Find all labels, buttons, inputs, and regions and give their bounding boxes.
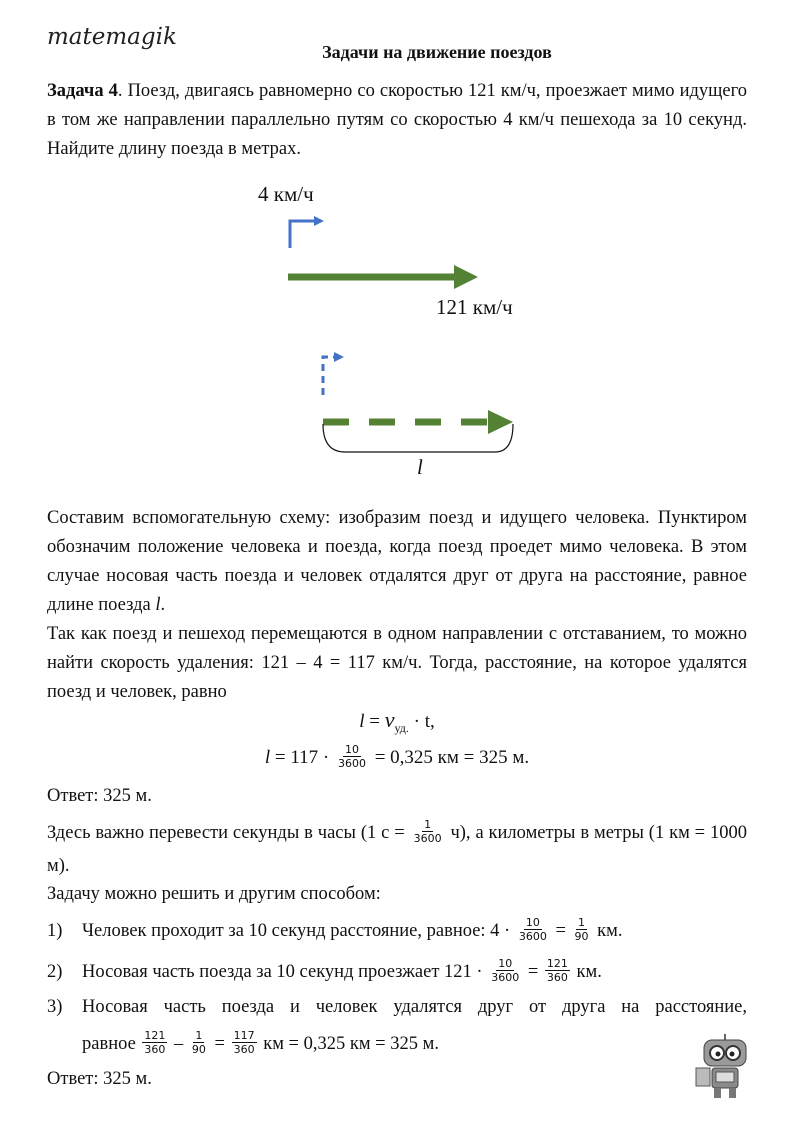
explanation-2: Так как поезд и пешеход перемещаются в одном направлении с отставанием, то можно найти скорость удаления: 121 – 4 = 117 км/ч. Тогда, расстояние, на которое удалятся поезд и человек, равно	[47, 624, 747, 702]
train-dashed-arrow	[323, 410, 513, 434]
step-3-continued	[82, 1030, 782, 1059]
numerator: 1	[578, 916, 586, 930]
train-arrow	[288, 265, 478, 289]
f2-post: = 0,325 км = 325 м.	[369, 746, 530, 768]
formula-2	[0, 745, 794, 772]
explanation-1	[47, 504, 747, 620]
denominator: 90	[191, 1043, 206, 1057]
fraction	[336, 743, 368, 770]
problem-text: . Поезд, двигаясь равномерно со скоростью 121 км/ч, проезжает мимо идущего в том же направлении параллельно путям со скоростью 4 км/ч пешехода за 10 секунд. Найдите длину поезда в метрах.	[47, 81, 748, 159]
f1-v: v	[384, 707, 395, 732]
numerator: 10	[525, 916, 540, 930]
period: .	[160, 595, 166, 615]
problem-label: Задача 4	[47, 81, 118, 101]
step-number: 3)	[47, 997, 63, 1017]
length-label: l	[417, 455, 423, 479]
f1-sub: уд.	[394, 720, 409, 735]
fraction	[517, 916, 549, 943]
minus: –	[169, 1034, 188, 1054]
eq: =	[523, 962, 543, 982]
robot-mascot-icon	[692, 1032, 758, 1100]
step-number: 1)	[47, 921, 63, 941]
motion-diagram	[0, 0, 794, 520]
numerator: 1	[195, 1029, 203, 1043]
note	[47, 817, 747, 883]
step-1	[47, 917, 747, 946]
step-text: Человек проходит за 10 секунд расстояние, равное: 4 ·	[82, 921, 515, 941]
length-var: l	[155, 595, 161, 615]
fraction	[489, 957, 521, 984]
alt-intro: Задачу можно решить и другим способом:	[47, 884, 381, 904]
pedestrian-speed-label: 4 км/ч	[258, 182, 314, 206]
fraction	[412, 818, 444, 845]
denominator: 360	[144, 1043, 166, 1057]
logo: matemagik	[47, 24, 177, 50]
unit: км.	[592, 921, 623, 941]
step-text: равное	[82, 1034, 141, 1054]
denominator: 3600	[337, 757, 366, 770]
fraction	[573, 916, 591, 943]
numerator: 1	[424, 818, 432, 832]
answer-2: Ответ: 325 м.	[47, 1069, 152, 1089]
fraction	[545, 957, 570, 984]
denominator: 360	[546, 971, 568, 985]
step-2	[47, 958, 747, 987]
answer-1: Ответ: 325 м.	[47, 786, 152, 806]
fraction	[142, 1029, 167, 1056]
note-pre: Здесь важно перевести секунды в часы (1 с =	[47, 823, 410, 843]
numerator: 117	[233, 1029, 255, 1043]
length-brace	[323, 424, 513, 452]
formula-1	[0, 707, 794, 736]
explanation-1-text: Составим вспомогательную схему: изобразим поезд и идущего человека. Пунктиром обозначим положение человека и поезда, когда поезд проедет мимо человека. В этом случае носовая часть поезда и человек отдалятся друг от друга на расстояние, равное длине поезда	[47, 508, 747, 615]
fraction	[232, 1029, 257, 1056]
note-post: ч), а километры в метры (1 км = 1000 м).	[47, 823, 747, 876]
denominator: 3600	[413, 832, 442, 846]
unit: км.	[571, 962, 602, 982]
numerator: 10	[344, 743, 359, 756]
f2-pre: = 117 ·	[270, 746, 334, 768]
pedestrian-arrow	[290, 216, 324, 248]
step-number: 2)	[47, 962, 63, 982]
denominator: 360	[233, 1043, 255, 1057]
step-result: км = 0,325 км = 325 м.	[258, 1034, 439, 1054]
numerator: 121	[144, 1029, 166, 1043]
f1-eq: =	[364, 711, 385, 732]
f1-l: l	[359, 711, 365, 732]
denominator: 3600	[491, 971, 520, 985]
numerator: 10	[498, 957, 513, 971]
pedestrian-dashed-arrow	[323, 352, 344, 395]
eq: =	[550, 921, 571, 941]
train-speed-label: 121 км/ч	[436, 295, 513, 319]
step-text: Носовая часть поезда за 10 секунд проезжает 121 ·	[82, 962, 488, 982]
title-text: Задачи на движение поездов	[322, 42, 552, 62]
eq: =	[209, 1034, 230, 1054]
denominator: 3600	[518, 930, 547, 944]
numerator: 121	[546, 957, 568, 971]
denominator: 90	[574, 930, 589, 944]
f1-rest: · t,	[408, 711, 435, 732]
f2-l: l	[264, 746, 271, 768]
step-3	[47, 993, 747, 1022]
fraction	[190, 1029, 208, 1056]
step-text: Носовая часть поезда и человек удалятся друг от друга на расстояние,	[82, 997, 747, 1017]
